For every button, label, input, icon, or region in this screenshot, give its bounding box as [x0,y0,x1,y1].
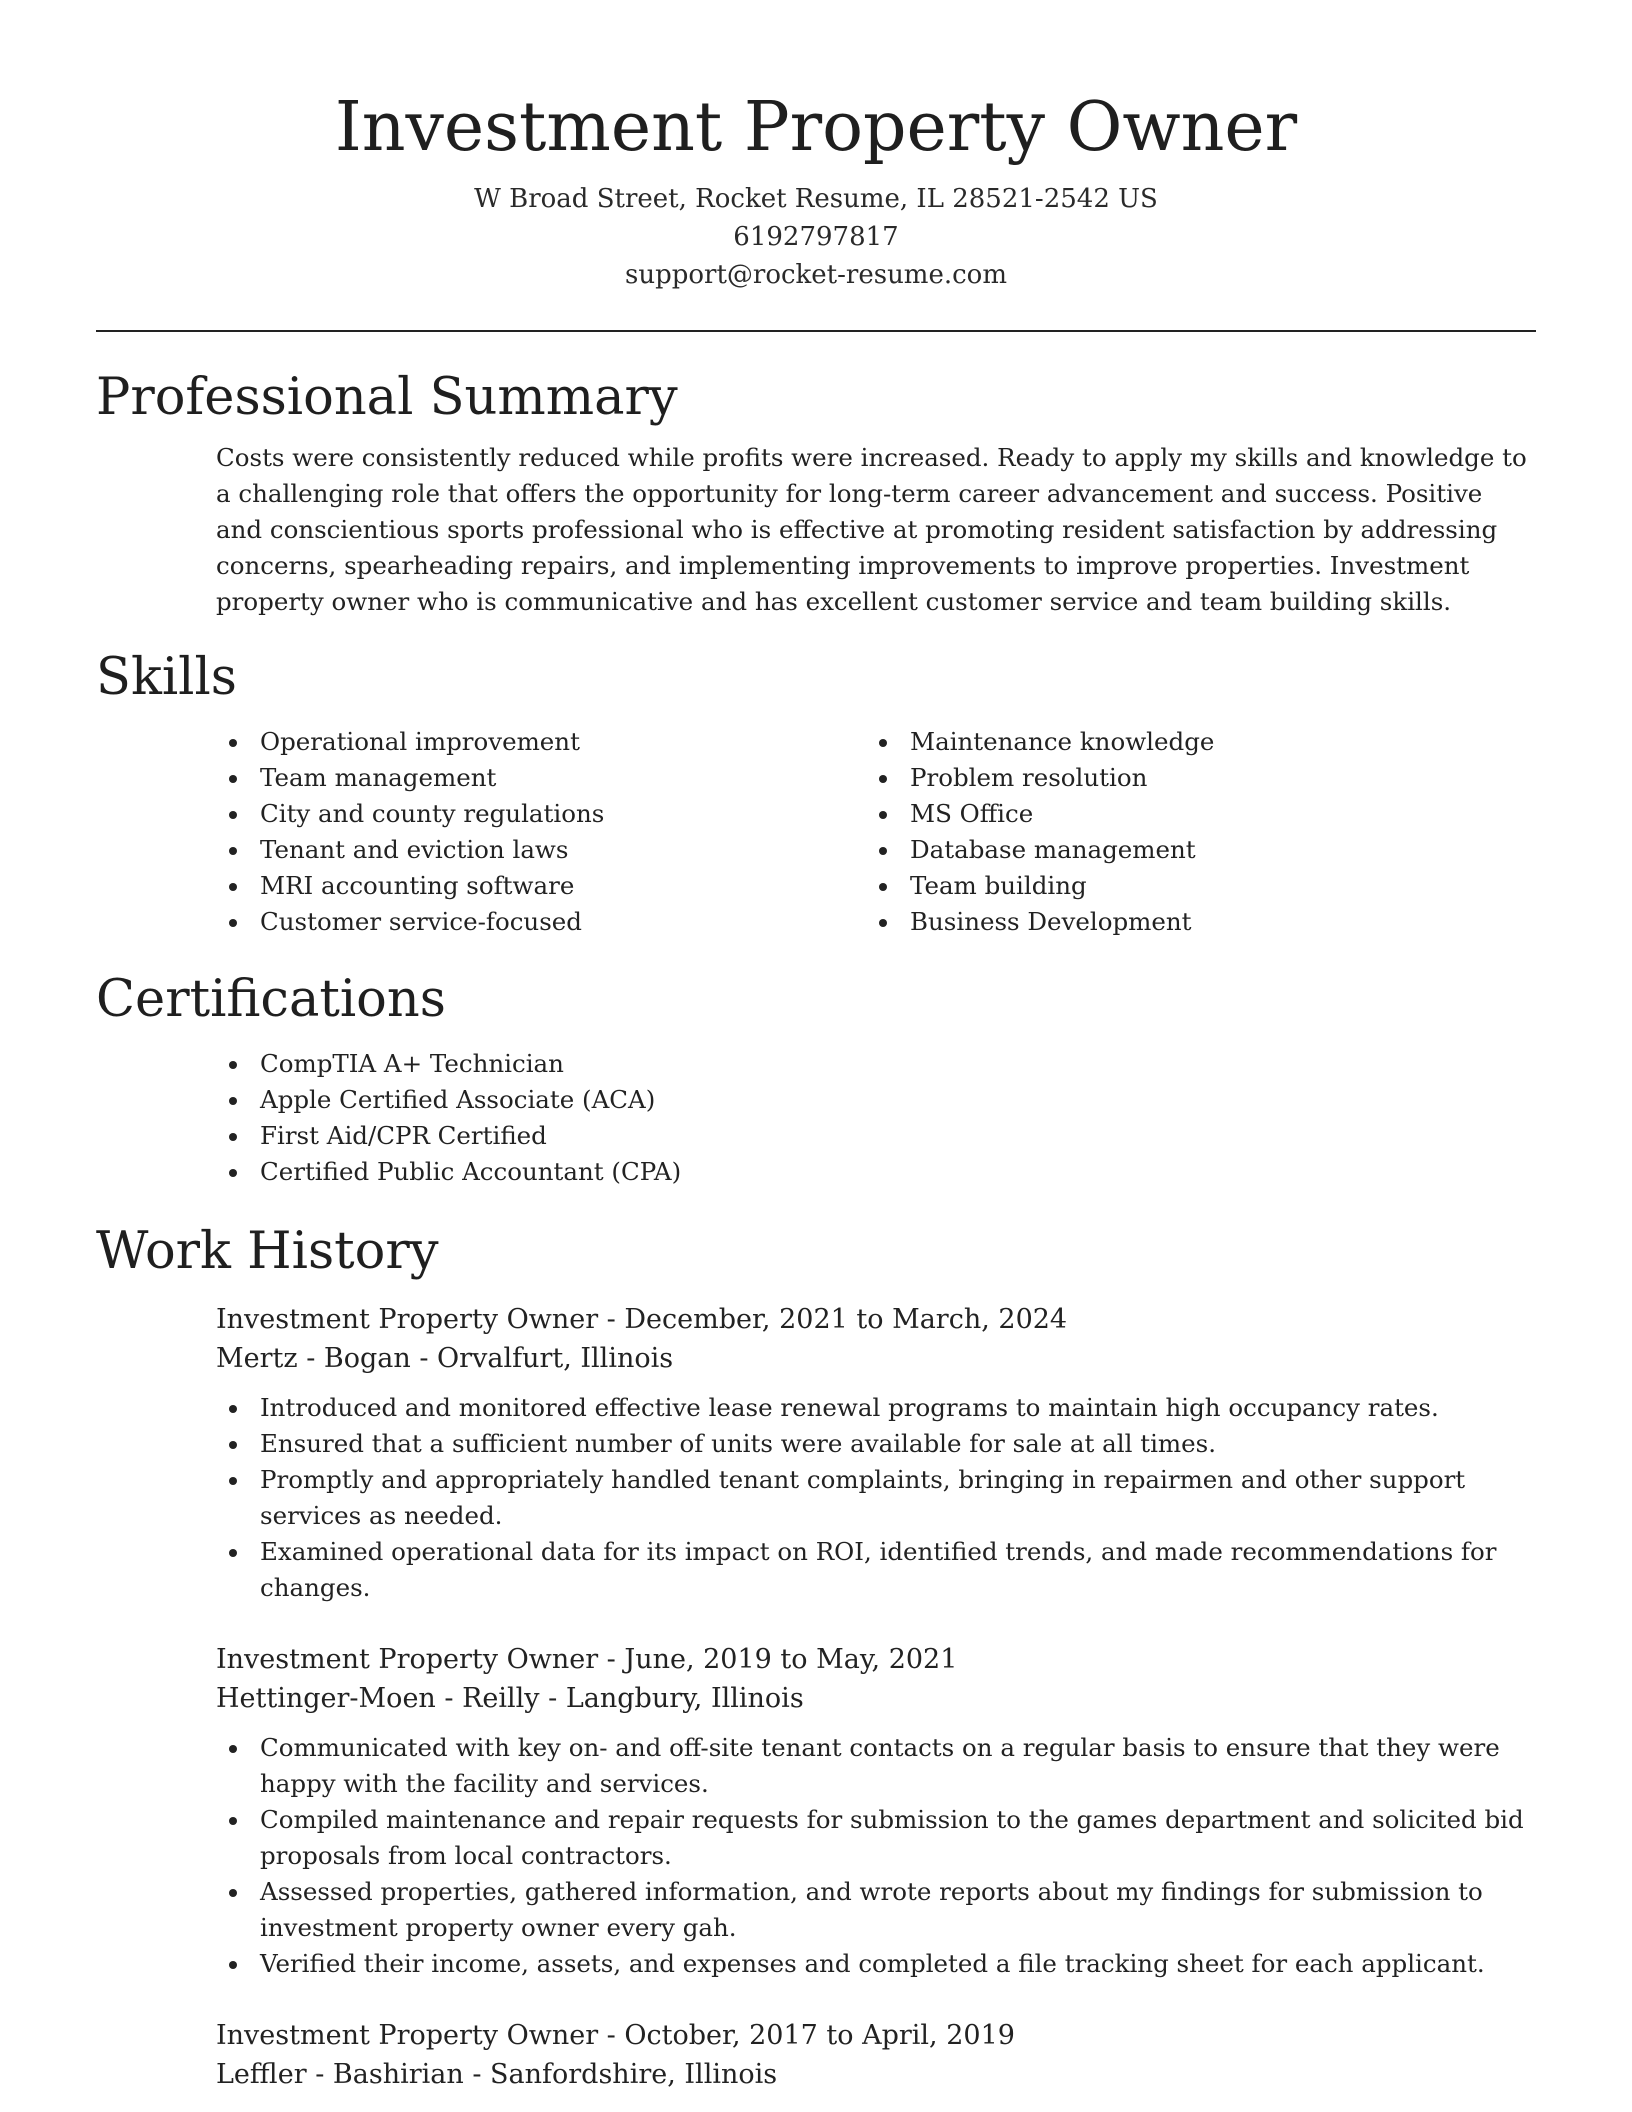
job-bullet: Promptly and appropriately handled tenant complaints, bringing in repairmen and other support services as needed. [216,1462,1536,1534]
job-entry [216,1640,1536,1982]
skills-section [0,646,1632,940]
skill-item: City and county regulations [216,796,866,832]
skill-item: Team building [866,868,1516,904]
work-history-section [0,1220,1632,2094]
summary-section [0,366,1632,620]
job-bullet: Assessed properties, gathered information, and wrote reports about my findings for submission to investment property owner every gah. [216,1874,1536,1946]
job-bullet: Compiled maintenance and repair requests for submission to the games department and solicited bid proposals from local contractors. [216,1802,1536,1874]
certifications-list [216,1046,1536,1190]
job-title-dates: Investment Property Owner - October, 2017 to April, 2019 [216,2020,1015,2051]
job-entry [216,1300,1536,1606]
job-bullet: Communicated with key on- and off-site tenant contacts on a regular basis to ensure that they were happy with the facility and services. [216,1730,1536,1802]
job-company-location: Hettinger-Moen - Reilly - Langbury, Illinois [216,1683,804,1714]
skill-item: Customer service-focused [216,904,866,940]
header-divider [96,330,1536,332]
job-bullets [216,1390,1536,1606]
skill-item: MS Office [866,796,1516,832]
certification-item: CompTIA A+ Technician [216,1046,1536,1082]
summary-text: Costs were consistently reduced while profits were increased. Ready to apply my skills and knowledge to a challenging role that offers the opportunity for long-term career advancement and success. Positive and conscientious sports professional who is effective at promoting resident satisfaction by addressing concerns, spearheading repairs, and implementing improvements to improve properties. Investment property owner who is communicative and has excellent customer service and team building skills. [216,443,1527,616]
skills-grid [216,724,1536,940]
job-entry [216,2016,1536,2094]
job-title-dates: Investment Property Owner - June, 2019 to May, 2021 [216,1644,958,1675]
skill-item: Business Development [866,904,1516,940]
certifications-section [0,968,1632,1190]
contact-phone: 6192797817 [733,222,899,252]
skill-item: Maintenance knowledge [866,724,1516,760]
certification-item: Certified Public Accountant (CPA) [216,1154,1536,1190]
skill-item: Team management [216,760,866,796]
skills-heading: Skills [96,648,237,707]
skill-item: MRI accounting software [216,868,866,904]
job-bullets [216,1730,1536,1982]
job-list [0,1300,1632,2094]
contact-email: support@rocket-resume.com [624,260,1007,290]
skills-column-right [866,724,1516,940]
certification-item: Apple Certified Associate (ACA) [216,1082,1536,1118]
job-company-location: Leffler - Bashirian - Sanfordshire, Illinois [216,2059,778,2090]
skills-column-left [216,724,866,940]
contact-address: W Broad Street, Rocket Resume, IL 28521-2542 US [474,184,1158,214]
job-bullet: Ensured that a sufficient number of units were available for sale at all times. [216,1426,1536,1462]
job-bullet: Verified their income, assets, and expenses and completed a file tracking sheet for each applicant. [216,1946,1536,1982]
candidate-name: Investment Property Owner [334,88,1298,167]
skill-item: Database management [866,832,1516,868]
job-title-dates: Investment Property Owner - December, 2021 to March, 2024 [216,1304,1068,1335]
skill-item: Operational improvement [216,724,866,760]
job-company-location: Mertz - Bogan - Orvalfurt, Illinois [216,1343,674,1374]
certifications-heading: Certifications [96,970,446,1029]
work-history-heading: Work History [96,1222,439,1281]
contact-block [0,180,1632,294]
skill-item: Problem resolution [866,760,1516,796]
skill-item: Tenant and eviction laws [216,832,866,868]
certification-item: First Aid/CPR Certified [216,1118,1536,1154]
job-bullet: Introduced and monitored effective lease renewal programs to maintain high occupancy rates. [216,1390,1536,1426]
job-bullet: Examined operational data for its impact on ROI, identified trends, and made recommendations for changes. [216,1534,1536,1606]
resume-header [0,0,1632,294]
summary-heading: Professional Summary [96,368,678,427]
